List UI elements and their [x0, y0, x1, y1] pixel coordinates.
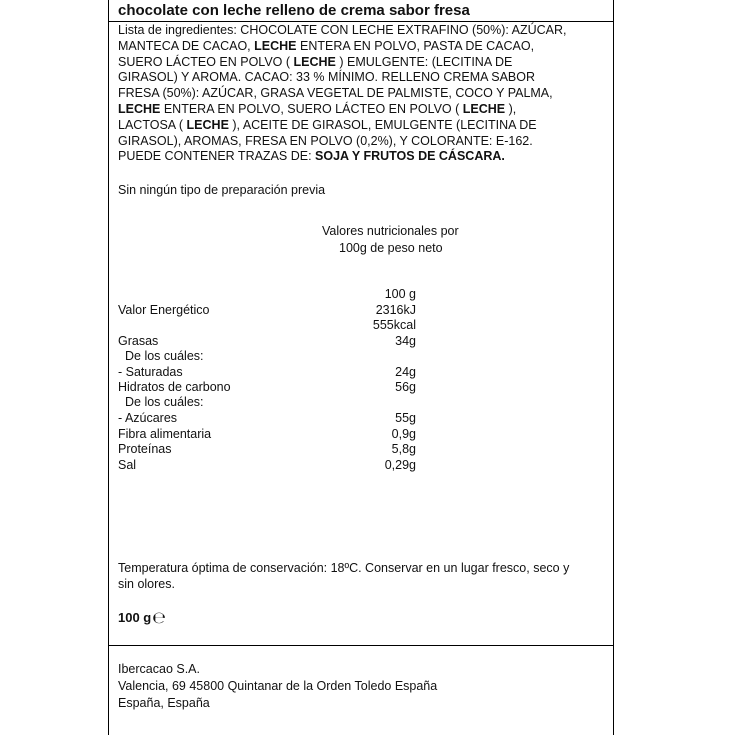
ingredients-text: ), ACEITE DE GIRASOL, EMULGENTE (LECITINA DE — [228, 117, 537, 132]
company-address: Valencia, 69 45800 Quintanar de la Orden Toledo España — [118, 679, 438, 693]
ingredients-line — [118, 149, 612, 165]
ingredients-text: MANTECA DE CACAO, — [118, 38, 255, 53]
energy-kcal-value: 555kcal — [372, 318, 416, 332]
nutrition-row-value: 55g — [395, 411, 416, 425]
nutrition-row-label: Proteínas — [118, 442, 172, 456]
ingredients-text: GIRASOL) Y AROMA. CACAO: 33 % MÍNIMO. RELLENO CREMA SABOR — [118, 70, 536, 85]
ingredients-text: ) EMULGENTE: (LECITINA DE — [335, 54, 513, 69]
nutrition-row-label: Grasas — [118, 334, 159, 348]
ingredients-line — [118, 39, 612, 55]
nutrition-row-label: Fibra alimentaria — [118, 427, 212, 441]
nutrition-row-label: Sal — [118, 458, 137, 472]
product-title: chocolate con leche relleno de crema sabor fresa — [118, 2, 470, 19]
ingredients-line — [118, 134, 612, 150]
storage-line1: Temperatura óptima de conservación: 18ºC. Conservar en un lugar fresco, seco y — [118, 561, 570, 575]
ingredients-text: SUERO LÁCTEO EN POLVO ( — [118, 54, 294, 69]
nutrition-row-value: 34g — [395, 334, 416, 348]
allergen-highlight: LECHE — [254, 38, 297, 53]
nutrition-row-value: 0,9g — [391, 427, 416, 441]
ingredients-text: ), — [505, 101, 517, 116]
estimated-sign-icon: ℮ — [152, 608, 166, 627]
ingredients-text: ENTERA EN POLVO, PASTA DE CACAO, — [296, 38, 535, 53]
nutrition-row-label: - Azúcares — [118, 411, 178, 425]
storage-line2: sin olores. — [118, 577, 175, 591]
ingredients-line — [118, 102, 612, 118]
nutrition-row-label: De los cuáles: — [125, 395, 204, 409]
energy-label: Valor Energético — [118, 303, 210, 317]
nutrition-header-line1: Valores nutricionales por — [322, 224, 459, 238]
ingredients-text: ENTERA EN POLVO, SUERO LÁCTEO EN POLVO ( — [160, 101, 463, 116]
ingredients-list — [118, 23, 612, 165]
company-name: Ibercacao S.A. — [118, 662, 200, 676]
nutrition-row-value: 0,29g — [384, 458, 416, 472]
ingredients-text: FRESA (50%): AZÚCAR, GRASA VEGETAL DE PALMISTE, COCO Y PALMA, — [118, 86, 553, 101]
ingredients-text: LACTOSA ( — [118, 117, 187, 132]
net-weight-value: 100 g — [118, 610, 152, 625]
company-divider — [108, 645, 614, 646]
allergen-highlight: LECHE — [293, 54, 336, 69]
ingredients-line — [118, 86, 612, 102]
nutrition-column-header: 100 g — [384, 287, 416, 301]
nutrition-row-label: De los cuáles: — [125, 349, 204, 363]
nutrition-row-label: Hidratos de carbono — [118, 380, 231, 394]
nutrition-header-line2: 100g de peso neto — [339, 241, 443, 255]
net-weight — [118, 610, 166, 625]
company-country: España, España — [118, 696, 210, 710]
allergen-highlight: SOJA Y FRUTOS DE CÁSCARA. — [315, 149, 505, 164]
allergen-highlight: LECHE — [186, 117, 229, 132]
nutrition-row-value: 56g — [395, 380, 416, 394]
allergen-highlight: LECHE — [462, 101, 506, 116]
ingredients-text: PUEDE CONTENER TRAZAS DE: — [118, 149, 316, 164]
ingredients-line — [118, 55, 612, 71]
ingredients-line — [118, 23, 612, 39]
energy-kj-value: 2316kJ — [375, 303, 416, 317]
preparation-text: Sin ningún tipo de preparación previa — [118, 183, 326, 197]
ingredients-text: Lista de ingredientes: CHOCOLATE CON LECHE EXTRAFINO (50%): AZÚCAR, — [118, 23, 567, 37]
nutrition-row-label: - Saturadas — [118, 365, 183, 379]
title-divider — [108, 21, 614, 22]
nutrition-row-value: 24g — [395, 365, 416, 379]
nutrition-row-value: 5,8g — [391, 442, 416, 456]
ingredients-line — [118, 118, 612, 134]
ingredients-line — [118, 70, 612, 86]
ingredients-text: GIRASOL), AROMAS, FRESA EN POLVO (0,2%), Y COLORANTE: E-162. — [118, 133, 533, 148]
allergen-highlight: LECHE — [118, 101, 161, 116]
